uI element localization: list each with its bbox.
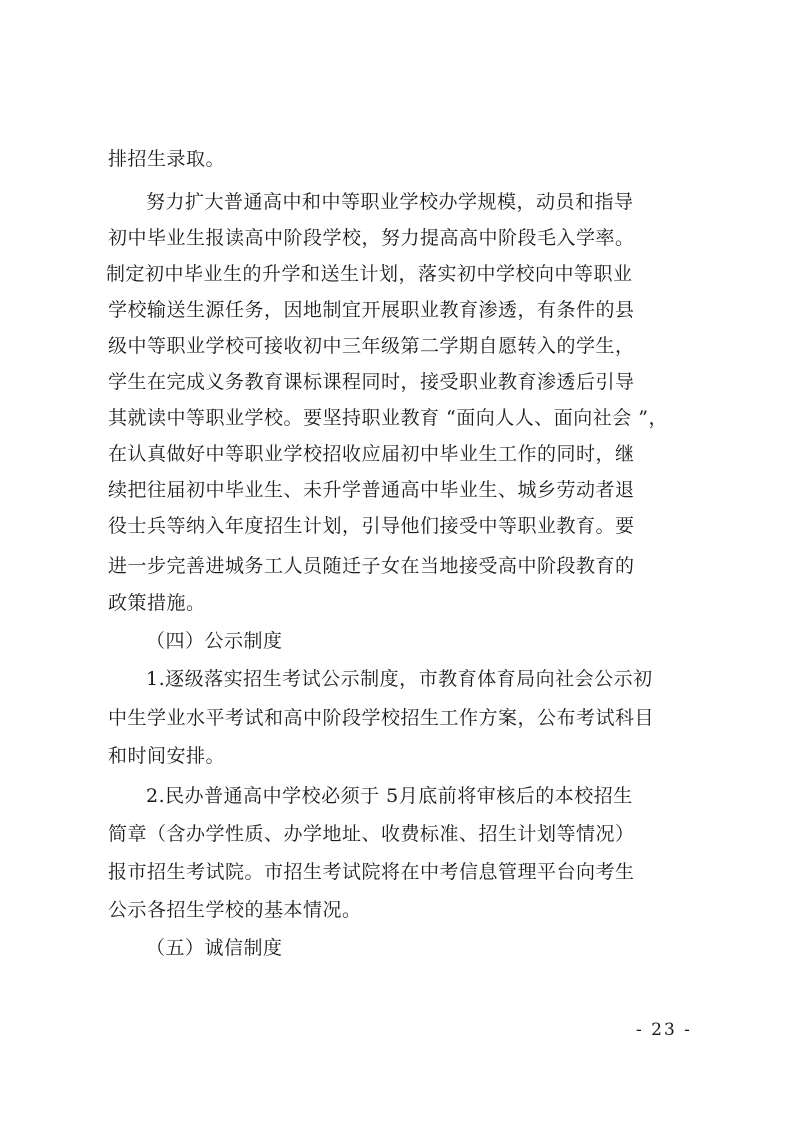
text-line: 其就读中等职业学校。要坚持职业教育 “面向人人、面向社会 ”， (108, 407, 669, 429)
text-line: 学生在完成义务教育课标课程同时，接受职业教育渗透后引导 (108, 371, 635, 393)
text-line: 役士兵等纳入年度招生计划，引导他们接受中等职业教育。要 (108, 515, 635, 537)
text-line: 努力扩大普通高中和中等职业学校办学规模，动员和指导 (146, 191, 634, 213)
text-line: 排招生录取。 (108, 148, 226, 170)
text-line: 级中等职业学校可接收初中三年级第二学期自愿转入的学生， (108, 335, 635, 357)
text-line: 和时间安排。 (108, 745, 226, 767)
text-line: 1.逐级落实招生考试公示制度，市教育体育局向社会公示初 (146, 668, 653, 690)
text-line: 续把往届初中毕业生、未升学普通高中毕业生、城乡劳动者退 (108, 479, 635, 501)
text-line: 公示各招生学校的基本情况。 (108, 899, 362, 921)
text-line: 简章（含办学性质、办学地址、收费标准、招生计划等情况） (108, 823, 635, 845)
text-line: 中生学业水平考试和高中阶段学校招生工作方案，公布考试科目 (108, 707, 655, 729)
section-heading: （五）诚信制度 (146, 937, 283, 959)
text-line: 在认真做好中等职业学校招收应届初中毕业生工作的同时，继 (108, 443, 635, 465)
text-line: 报市招生考试院。市招生考试院将在中考信息管理平台向考生 (108, 861, 635, 883)
text-line: 学校输送生源任务，因地制宜开展职业教育渗透，有条件的县 (108, 299, 635, 321)
text-line: 初中毕业生报读高中阶段学校，努力提高高中阶段毛入学率。 (108, 227, 635, 249)
text-line: 进一步完善进城务工人员随迁子女在当地接受高中阶段教育的 (108, 555, 635, 577)
page-number: - 23 - (636, 1020, 692, 1040)
text-line: 政策措施。 (108, 592, 206, 614)
section-heading: （四）公示制度 (146, 630, 283, 652)
text-line: 2.民办普通高中学校必须于 5月底前将审核后的本校招生 (146, 785, 633, 807)
text-line: 制定初中毕业生的升学和送生计划，落实初中学校向中等职业 (106, 263, 633, 285)
